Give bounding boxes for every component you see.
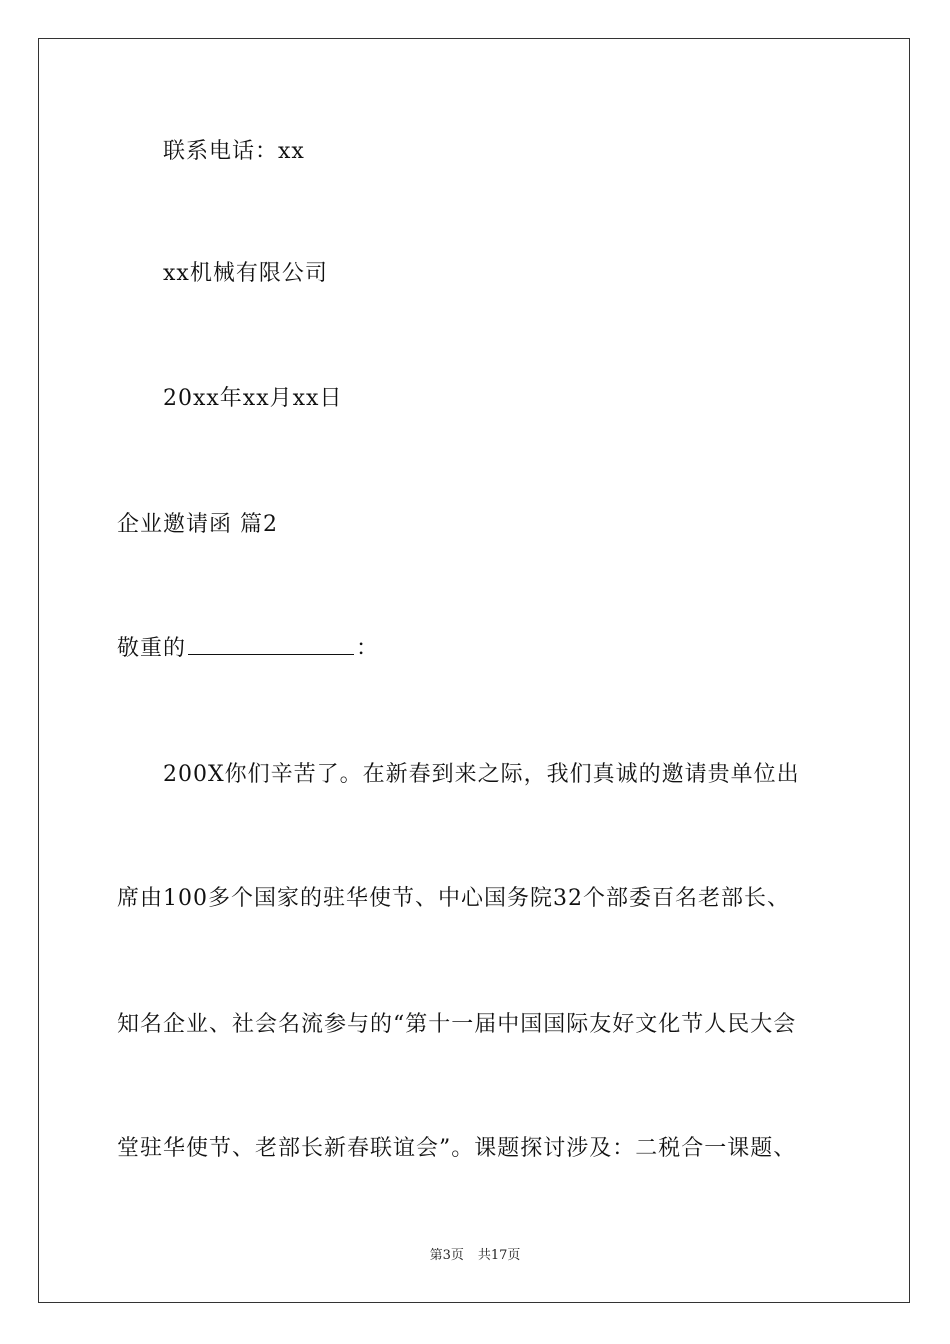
contact-phone-line: 联系电话：xx: [163, 139, 305, 164]
body-paragraph-line-3: 知名企业、社会名流参与的“第十一届中国国际友好文化节人民大会: [117, 1012, 797, 1037]
page-border: [38, 38, 910, 1303]
body-paragraph-line-4: 堂驻华使节、老部长新春联谊会”。课题探讨涉及：二税合一课题、: [117, 1136, 797, 1161]
body-paragraph-line-2: 席由100多个国家的驻华使节、中心国务院32个部委百名老部长、: [117, 886, 790, 911]
page-footer: [0, 1247, 950, 1265]
section-heading: 企业邀请函 篇2: [117, 512, 278, 537]
salutation-blank: [188, 634, 354, 655]
salutation-prefix: 敬重的: [117, 636, 187, 661]
page-number: 第3页: [429, 1248, 464, 1263]
date-line: 20xx年xx月xx日: [163, 386, 343, 411]
salutation-suffix: ：: [356, 636, 380, 661]
salutation-line: [117, 634, 379, 664]
company-name-line: xx机械有限公司: [163, 261, 328, 286]
total-pages: 共17页: [477, 1248, 521, 1263]
body-paragraph-line-1: 200X你们辛苦了。在新春到来之际，我们真诚的邀请贵单位出: [163, 762, 800, 787]
